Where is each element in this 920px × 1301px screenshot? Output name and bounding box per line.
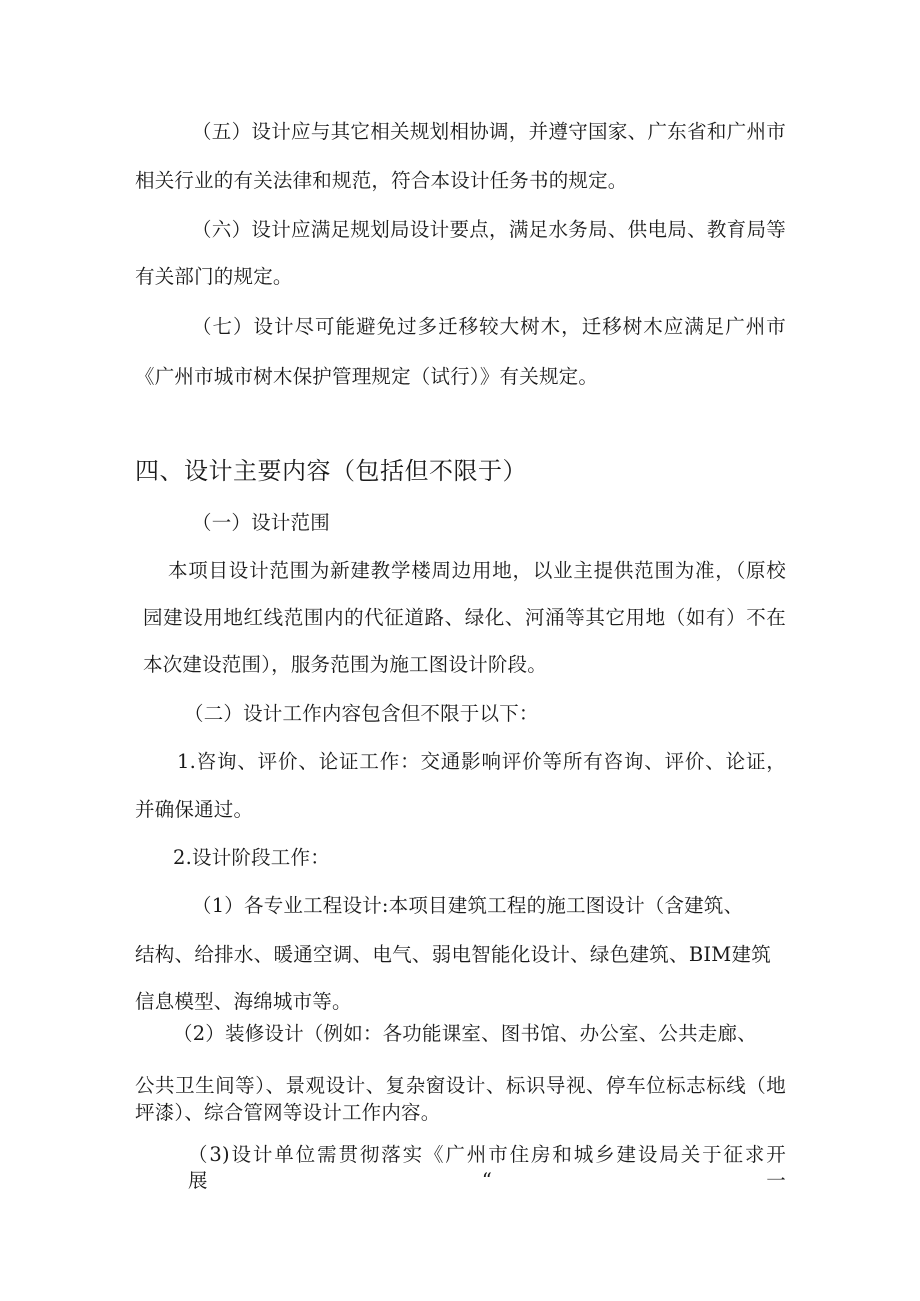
subsection-1-line-3: 本次建设范围），服务范围为施工图设计阶段。 xyxy=(143,653,547,676)
item-2-title: 2.设计阶段工作： xyxy=(173,846,330,869)
paragraph-5-line-2: 相关行业的有关法律和规范，符合本设计任务书的规定。 xyxy=(135,169,628,192)
item-1-line-2: 并确保通过。 xyxy=(135,798,254,821)
sub-item-1-line-2: 结构、给排水、暖通空调、电气、弱电智能化设计、绿色建筑、BIM建筑 xyxy=(135,943,771,966)
item-1-line-1: 1.咨询、评价、论证工作：交通影响评价等所有咨询、评价、论证， xyxy=(177,750,786,773)
sub-item-1-line-1: （1）各专业工程设计:本项目建筑工程的施工图设计（含建筑、 xyxy=(192,894,744,917)
subsection-1-line-2: 园建设用地红线范围内的代征道路、绿化、河涌等其它用地（如有）不在 xyxy=(143,606,786,629)
subsection-1-title: （一）设计范围 xyxy=(192,511,330,534)
subsection-2-title: （二）设计工作内容包含但不限于以下： xyxy=(184,702,539,725)
section-4-heading: 四、设计主要内容（包括但不限于） xyxy=(135,457,527,485)
sub-item-2-line-3: 坪漆）、综合管网等设计工作内容。 xyxy=(135,1101,441,1124)
paragraph-7-line-2: 《广州市城市树木保护管理规定（试行）》有关规定。 xyxy=(135,365,599,388)
sub-item-3-line-1: （3)设计单位需贯彻落实《广州市住房和城乡建设局关于征求开展“一 xyxy=(188,1143,786,1192)
sub-item-2-line-1: （2）装修设计（例如：各功能课室、图书馆、办公室、公共走廊、 xyxy=(173,1022,757,1045)
paragraph-6-line-1: （六）设计应满足规划局设计要点，满足水务局、供电局、教育局等 xyxy=(192,218,786,241)
sub-item-1-line-3: 信息模型、海绵城市等。 xyxy=(135,990,352,1013)
sub-item-2-line-2: 公共卫生间等）、景观设计、复杂窗设计、标识导视、停车位标志标线（地 xyxy=(135,1074,786,1097)
paragraph-7-line-1: （七）设计尽可能避免过多迁移较大树木，迁移树木应满足广州市 xyxy=(192,315,786,338)
subsection-1-line-1: 本项目设计范围为新建教学楼周边用地，以业主提供范围为准，（原校 xyxy=(168,559,786,582)
paragraph-6-line-2: 有关部门的规定。 xyxy=(135,265,293,288)
paragraph-5-line-1: （五）设计应与其它相关规划相协调，并遵守国家、广东省和广州市 xyxy=(192,120,786,143)
